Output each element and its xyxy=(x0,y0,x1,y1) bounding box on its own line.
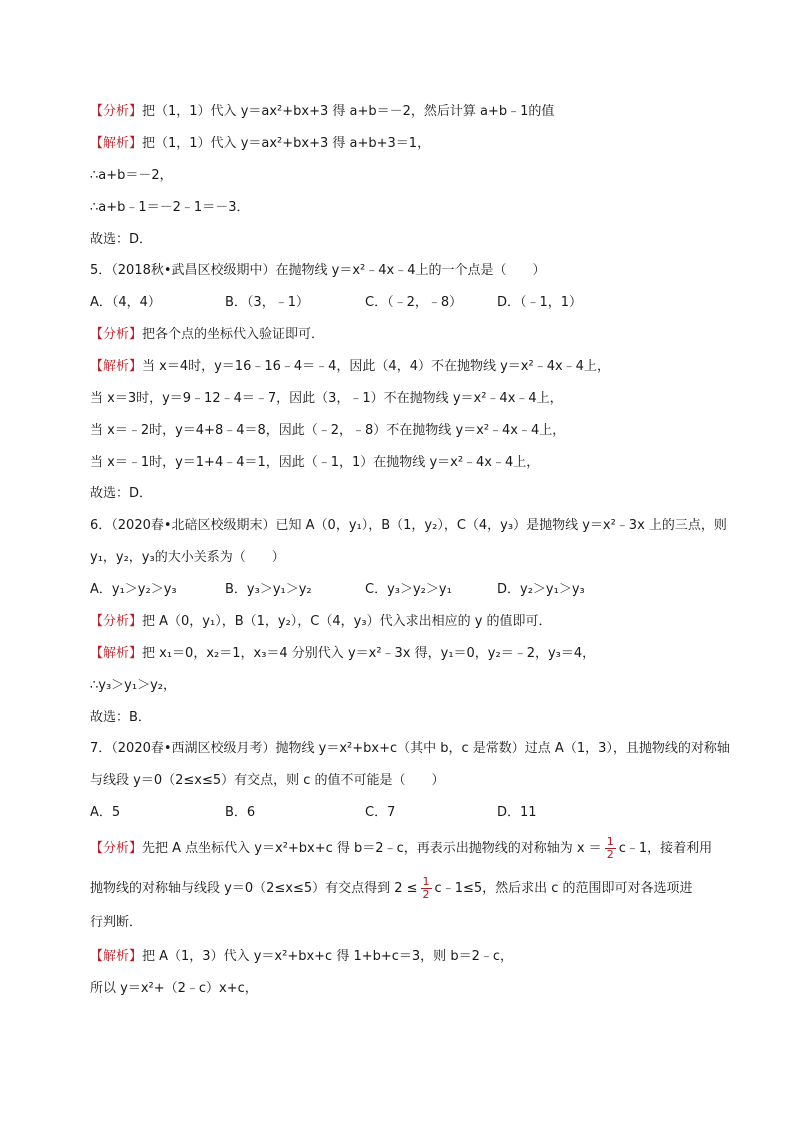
q4-analysis xyxy=(90,103,554,121)
q6-solution-text-1: 把 x₁＝0，x₂＝1，x₃＝4 分别代入 y＝x²﹣3x 得，y₁＝0，y₂＝﹣2，y₃＝4， xyxy=(142,646,596,661)
q5-option-d: D．（﹣1，1） xyxy=(497,295,583,310)
q7-analysis-text-2a: 抛物线的对称轴与线段 y＝0（2≤x≤5）有交点得到 2 ≤ xyxy=(90,881,418,896)
analysis-tag: 【分析】 xyxy=(90,614,143,629)
analysis-tag: 【分析】 xyxy=(90,104,143,119)
q5-solution-line-2: 当 x＝3时，y＝9﹣12﹣4＝﹣7，因此（3，﹣1）不在抛物线 y＝x²﹣4x﹣4上， xyxy=(90,391,563,406)
q6-stem-line-1: 6．（2020春•北碚区校级期末）已知 A（0，y₁），B（1，y₂），C（4，y₃）是抛物线 y＝x²﹣3x 上的三点，则 xyxy=(90,518,727,533)
q6-solution-line-2: ∴y₃＞y₁＞y₂， xyxy=(90,678,176,693)
q4-solution-line-2: ∴a+b＝－2， xyxy=(90,168,173,183)
q5-solution-line-1 xyxy=(90,358,610,376)
q6-option-a: A．y₁＞y₂＞y₃ xyxy=(90,582,177,597)
fraction-half xyxy=(421,876,432,901)
q7-analysis-text-1b: c﹣1，接着利用 xyxy=(618,841,713,856)
q5-option-b: B．（3，﹣1） xyxy=(225,295,309,310)
q5-analysis xyxy=(90,326,324,344)
fraction-numerator: 1 xyxy=(606,835,614,848)
q4-solution-text-1: 把（1，1）代入 y＝ax²+bx+3 得 a+b+3＝1， xyxy=(142,136,431,151)
q7-stem-line-1: 7．（2020春•西湖区校级月考）抛物线 y＝x²+bx+c（其中 b，c 是常数）过点 A（1，3），且抛物线的对称轴 xyxy=(90,741,730,756)
analysis-tag: 【分析】 xyxy=(90,327,143,342)
q7-stem-line-2: 与线段 y＝0（2≤x≤5）有交点，则 c 的值不可能是（ ） xyxy=(90,773,445,788)
q4-solution-line-1 xyxy=(90,135,430,153)
q6-analysis-text: 把 A（0，y₁），B（1，y₂），C（4，y₃）代入求出相应的 y 的值即可． xyxy=(142,614,552,629)
solution-tag: 【解析】 xyxy=(90,136,143,151)
fraction-numerator: 1 xyxy=(422,875,430,888)
q6-solution-line-1 xyxy=(90,645,595,663)
q5-answer: 故选：D． xyxy=(90,486,153,501)
q7-option-a: A．5 xyxy=(90,805,121,820)
q6-option-b: B．y₃＞y₁＞y₂ xyxy=(225,582,312,597)
fraction-denominator: 2 xyxy=(606,848,614,861)
fraction-half xyxy=(605,836,616,861)
fraction-denominator: 2 xyxy=(422,888,430,901)
solution-tag: 【解析】 xyxy=(90,359,143,374)
solution-tag: 【解析】 xyxy=(90,646,143,661)
q6-option-d: D．y₂＞y₁＞y₃ xyxy=(497,582,585,597)
q7-solution-line-2: 所以 y＝x²+（2﹣c）x+c， xyxy=(90,981,258,996)
q5-analysis-text: 把各个点的坐标代入验证即可． xyxy=(142,327,325,342)
q6-answer: 故选：B． xyxy=(90,710,151,725)
q5-solution-text-1: 当 x＝4时，y＝16﹣16﹣4＝﹣4，因此（4，4）不在抛物线 y＝x²﹣4x﹣4上， xyxy=(142,359,610,374)
q5-option-a: A．（4，4） xyxy=(90,295,161,310)
q6-analysis xyxy=(90,613,552,631)
q7-analysis-text-2b: c﹣1≤5，然后求出 c 的范围即可对各选项进 xyxy=(434,881,693,896)
q6-option-c: C．y₃＞y₂＞y₁ xyxy=(365,582,452,597)
q4-answer: 故选：D． xyxy=(90,232,153,247)
analysis-tag: 【分析】 xyxy=(90,841,143,856)
q7-option-b: B．6 xyxy=(225,805,256,820)
q5-solution-line-4: 当 x＝﹣1时，y＝1+4﹣4＝1，因此（﹣1，1）在抛物线 y＝x²﹣4x﹣4上， xyxy=(90,455,540,470)
q7-analysis-line-1 xyxy=(90,836,712,862)
q7-solution-text-1: 把 A（1，3）代入 y＝x²+bx+c 得 1+b+c＝3，则 b＝2﹣c， xyxy=(142,949,513,964)
q4-solution-line-3: ∴a+b﹣1＝－2﹣1＝－3． xyxy=(90,200,250,215)
q5-solution-line-3: 当 x＝﹣2时，y＝4+8﹣4＝8，因此（﹣2，﹣8）不在抛物线 y＝x²﹣4x﹣4上， xyxy=(90,423,566,438)
q7-analysis-line-3: 行判断． xyxy=(90,915,143,930)
q7-option-c: C．7 xyxy=(365,805,396,820)
q7-option-d: D．11 xyxy=(497,805,537,820)
q6-stem-line-2: y₁，y₂，y₃的大小关系为（ ） xyxy=(90,550,285,565)
q7-analysis-text-1a: 先把 A 点坐标代入 y＝x²+bx+c 得 b＝2﹣c，再表示出抛物线的对称轴为 x ＝ xyxy=(142,841,602,856)
q5-stem: 5．（2018秋•武昌区校级期中）在抛物线 y＝x²﹣4x﹣4上的一个点是（ ） xyxy=(90,263,546,278)
q7-solution-line-1 xyxy=(90,948,513,966)
solution-tag: 【解析】 xyxy=(90,949,143,964)
q5-option-c: C．（﹣2，﹣8） xyxy=(365,295,463,310)
q4-analysis-text: 把（1，1）代入 y＝ax²+bx+3 得 a+b＝－2，然后计算 a+b﹣1的值 xyxy=(142,104,555,119)
q7-analysis-line-2 xyxy=(90,876,693,902)
